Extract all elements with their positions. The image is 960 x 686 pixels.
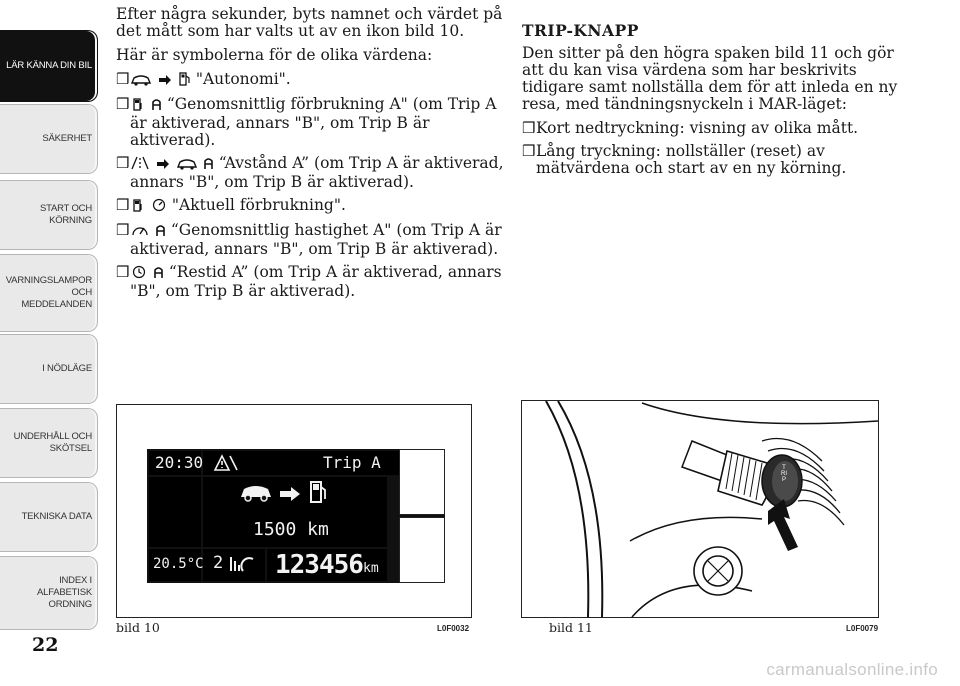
display-side-segment-lower	[399, 517, 445, 583]
road-icon	[131, 156, 149, 174]
intro-paragraph: Efter några sekunder, byts namnet och värdet på det mått som har valts ut av en ikon bild 10.	[116, 5, 503, 40]
symbols-intro: Här är symbolerna för de olika värdena:	[116, 46, 433, 64]
list-item-current-consumption: ❒ "Aktuell förbrukning".	[116, 196, 346, 214]
figure-11-lever	[521, 400, 879, 618]
arrow-right-icon	[158, 73, 172, 90]
speedometer-icon	[131, 223, 149, 241]
figure-10-display	[116, 404, 472, 618]
figure-11-caption: bild 11	[549, 620, 593, 635]
list-item-long-press: ❒ Lång tryckning: nollställer (reset) av mätvärdena och start av en ny körning.	[522, 142, 847, 177]
trip-a-icon	[156, 224, 165, 241]
list-item-travel-time: ❒ “Restid A” (om Trip A är aktiverad, annars "B", om Trip B är aktiverad).	[116, 263, 502, 300]
display-temperature: 20.5°C	[153, 556, 204, 572]
tab-lar-kanna-din-bil[interactable]: LÄR KÄNNA DIN BIL	[0, 30, 98, 102]
display-side-segment-upper	[399, 449, 445, 515]
list-item-short-press: ❒ Kort nedtryckning: visning av olika mått.	[522, 119, 859, 137]
trip-a-icon	[204, 157, 213, 174]
display-arrow-icon	[279, 486, 301, 506]
car-icon	[177, 157, 197, 174]
gauge-icon	[152, 198, 166, 216]
clock-icon	[131, 265, 147, 283]
display-fuel-icon	[309, 479, 327, 509]
tab-start-och-korning[interactable]: START OCH KÖRNING	[0, 180, 98, 250]
tab-i-nodlage[interactable]: I NÖDLÄGE	[0, 334, 98, 404]
display-gear: 2	[213, 553, 224, 573]
fuel-drop-icon	[131, 198, 145, 216]
tab-sakerhet[interactable]: SÄKERHET	[0, 104, 98, 174]
checkbox-glyph: ❒	[116, 154, 130, 172]
checkbox-glyph: ❒	[522, 142, 536, 160]
checkbox-glyph: ❒	[116, 196, 130, 214]
tab-underhall-och-skotsel[interactable]: UNDERHÅLL OCH SKÖTSEL	[0, 408, 98, 478]
list-item-avg-consumption: ❒ “Genomsnittlig förbrukning A" (om Trip A är aktiverad, annars "B", om Trip B är aktiverad).	[116, 95, 497, 149]
chapter-sidebar	[0, 0, 100, 686]
fuel-drop-icon	[131, 97, 145, 115]
warning-triangle-icon	[213, 454, 239, 476]
right-column	[522, 22, 912, 183]
lever-illustration	[522, 401, 878, 617]
trip-button-label[interactable]: TRIP	[781, 465, 787, 483]
tab-tekniska-data[interactable]: TEKNISKA DATA	[0, 482, 98, 552]
display-odometer-unit: km	[363, 561, 379, 576]
trip-button-body: Den sitter på den högra spaken bild 11 och gör att du kan visa värdena som har beskrivits tidigare samt nollställa dem för att inleda en ny resa, med tändningsnyckeln i MAR-läget:	[522, 44, 898, 113]
checkbox-glyph: ❒	[116, 70, 130, 88]
fuel-pump-icon	[179, 72, 190, 90]
display-consumption-icon	[227, 553, 257, 579]
display-range-value: 1500 km	[253, 519, 329, 540]
left-column	[116, 6, 506, 306]
arrow-right-icon	[156, 157, 170, 174]
figure-10-code: L0F0032	[437, 624, 470, 633]
list-item-distance: ❒ “Avstånd A” (om Trip A är aktiverad, annars "B", om Trip B är aktiverad).	[116, 154, 504, 191]
tab-varningslampor[interactable]: VARNINGSLAMPOR OCH MEDDELANDEN	[0, 254, 98, 332]
checkbox-glyph: ❒	[116, 263, 130, 281]
list-item-autonomy: ❒ "Autonomi".	[116, 70, 291, 88]
watermark: carmanualsonline.info	[766, 660, 938, 679]
display-clock: 20:30	[155, 453, 204, 472]
tab-index[interactable]: INDEX I ALFABETISK ORDNING	[0, 556, 98, 630]
car-icon	[131, 73, 151, 90]
list-item-avg-speed: ❒ “Genomsnittlig hastighet A" (om Trip A är aktiverad, annars "B", om Trip B är aktiverad).	[116, 221, 502, 258]
display-trip-label: Trip A	[323, 453, 381, 472]
trip-a-icon	[152, 98, 161, 115]
trip-button-heading: TRIP-KNAPP	[522, 21, 639, 40]
display-odometer: 123456	[275, 550, 363, 580]
figure-11-code: L0F0079	[846, 624, 879, 633]
display-car-icon	[239, 482, 273, 506]
checkbox-glyph: ❒	[522, 119, 536, 137]
page-number: 22	[32, 634, 59, 656]
checkbox-glyph: ❒	[116, 221, 130, 239]
checkbox-glyph: ❒	[116, 95, 130, 113]
figure-10-caption: bild 10	[116, 620, 160, 635]
trip-a-icon	[154, 266, 163, 283]
